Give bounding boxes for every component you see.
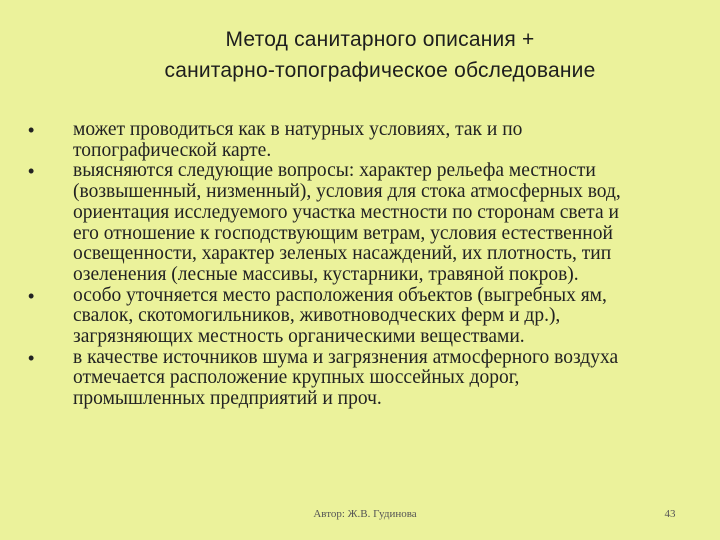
bullet-item	[28, 286, 708, 348]
bullet-text-line: (возвышенный, низменный), условия для стока атмосферных вод,	[73, 181, 621, 203]
bullet-marker: •	[28, 161, 35, 182]
bullet-text-line: промышленных предприятий и проч.	[73, 388, 382, 410]
page-number: 43	[664, 508, 676, 520]
bullet-text-line: его отношение к господствующим ветрам, условия естественной	[73, 222, 613, 244]
bullet-text-line: озеленения (лесные массивы, кустарники, травяной покров).	[73, 263, 579, 285]
footer-author: Автор: Ж.В. Гудинова	[313, 508, 417, 520]
bullet-text-line: выясняются следующие вопросы: характер рельефа местности	[73, 160, 596, 182]
bullet-item	[28, 120, 708, 161]
bullet-text-line: особо уточняется место расположения объектов (выгребных ям,	[73, 284, 607, 306]
slide-title-line: Метод санитарного описания +	[225, 28, 535, 51]
slide-title-line: санитарно-топографическое обследование	[164, 59, 596, 82]
bullet-text-line: может проводиться как в натурных условиях, так и по	[73, 119, 523, 140]
bullet-marker: •	[28, 120, 35, 140]
bullet-item	[28, 348, 708, 410]
bullet-marker: •	[28, 347, 35, 368]
bullet-text-line: ориентация исследуемого участка местности по сторонам света и	[73, 201, 619, 223]
bullet-text-line: топографической карте.	[73, 139, 272, 161]
bullet-text-line: отмечается расположение крупных шоссейных дорог,	[73, 367, 520, 389]
bullet-text-line: освещенности, характер зеленых насаждений, их плотность, тип	[73, 243, 612, 265]
slide-title	[60, 24, 700, 86]
bullet-item	[28, 161, 708, 285]
bullet-text-line: свалок, скотомогильников, животноводческих ферм и др.),	[73, 305, 561, 327]
bullet-text-line: загрязняющих местность органическими веществами.	[73, 326, 525, 348]
bullet-marker: •	[28, 285, 35, 306]
bullet-list	[28, 120, 708, 410]
bullet-text-line: в качестве источников шума и загрязнения атмосферного воздуха	[73, 346, 619, 368]
